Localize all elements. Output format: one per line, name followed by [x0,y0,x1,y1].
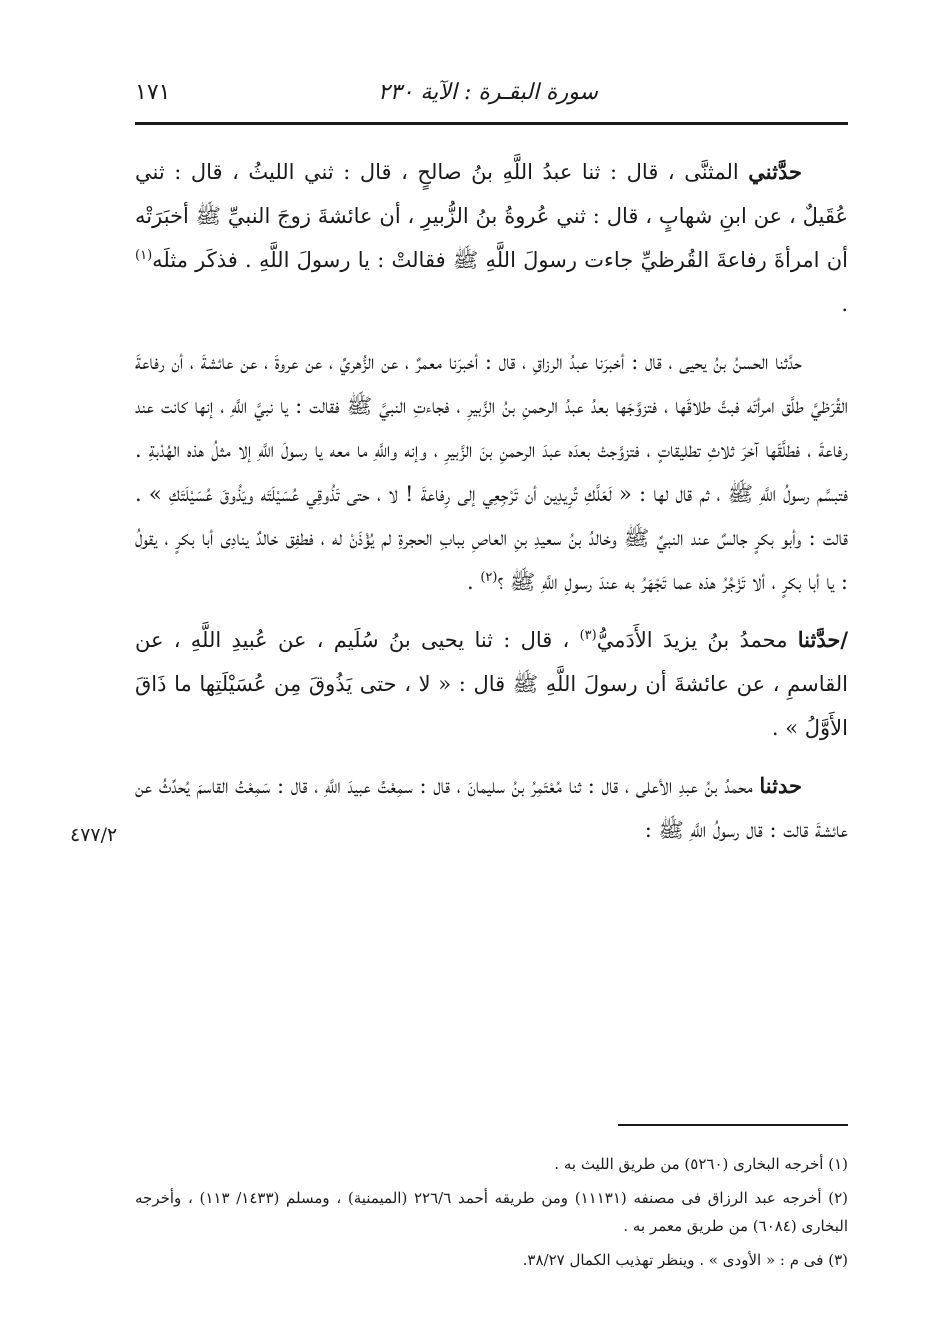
footnote-ref[interactable]: (١) [135,248,153,263]
footnotes [135,1150,848,1280]
isnad-lead: /حدَّثنا [797,627,848,652]
paragraph-text: محمدُ بنُ يزيدَ الأَدَميُّ [596,628,798,652]
paragraph-text: المثنَّى ، قال : ثنا عبدُ اللَّهِ بنُ صالحٍ ، قال : ثني الليثُ ، قال : ثني عُقَيلٌ ، عن ابنِ شهابٍ ، قال : ثني عُروةُ بنُ الزُّبيرِ ، أن عائشةَ زوجَ النبيِّ ﷺ أخبَرَتْه أن امرأةَ رفاعةَ القُرظيِّ جاءت رسولَ اللَّهِ ﷺ فقالتْ : يا رسولَ اللَّهِ . فذكَر مثلَه [135,160,848,272]
paragraph-text: محمدُ بنُ عبدِ الأعلى ، قال : ثنا مُعْتَمِرُ بنُ سليمانَ ، قال : سمِعْتُ عبيدَ اللَّهِ ، قال : سَمِعْتُ القاسمَ يُحدِّثُ عن عائشةَ قالت : قال رسولُ اللَّهِ ﷺ : [135,774,848,842]
running-header [135,76,848,116]
isnad-lead: حدثنا [759,773,802,798]
hadith-paragraph-4 [135,764,848,852]
footnote-rule [618,1124,848,1126]
manuscript-margin-note: ٤٧٧/٢ [70,824,118,846]
header-rule [135,122,848,125]
paragraph-text: حدَّثنا الحسنُ بنُ يحيى ، قال : أخبرَنا عبدُ الرزاقِ ، قال : أخبرَنا معمرٌ ، عن الزُّهريِّ ، عن عروةَ ، عن عائشةَ ، أن رفاعةَ القُرَظيَّ طلَّق امرأتَه فبتَّ طلاقَها ، فتزوَّجَها بعدُ عبدُ الرحمنِ بنُ الزَّبيرِ ، فجاءتِ النبيَّ ﷺ فقالت : يا نبيَّ اللَّهِ ، إنها كانت عند رفاعةَ ، فطلَّقَها آخرَ ثلاثِ تطليقاتٍ ، فتزوَّجتْ بعدَه عبدَ الرحمنِ بنَ الزَّبيرِ ، وإنه واللَّهِ ما معه يا رسولَ اللَّهِ إلا مثلُ هذه الهُدْبةِ . فتبسَّم رسولُ اللَّهِ ﷺ ، ثم قال لها : « لَعَلَّكِ تُرِيدِين أن تَرْجِعِي إلى رِفاعةَ ! لا ، حتى تَذُوقِي عُسَيْلَتَه ويَذُوقَ عُسَيْلَتَكِ » . قالت : وأبو بكرٍ جالسٌ عند النبيِّ ﷺ وخالدُ بنُ سعيدِ بنِ العاصِ ببابِ الحجرةِ لم يُؤْذَنْ له ، فطفِق خالدٌ ينادِى أبا بكرٍ ، يقولُ : يا أبا بكرٍ ، ألا تَزْجُرُ هذه عما تَجْهَرُ به عندَ رسولِ اللَّهِ ﷺ ؟ [135,350,848,594]
surah-verse-title: سورة البقـرة : الآية ٢٣٠ [377,80,598,105]
hadith-paragraph-1 [135,150,848,326]
footnote-ref[interactable]: (٣) [579,628,597,643]
hadith-paragraph-2 [135,340,848,604]
paragraph-tail: . [841,292,848,316]
footnote-1: (١) أخرجه البخارى (٥٢٦٠) من طريق الليث به . [554,1155,848,1173]
footnote-ref[interactable]: (٢) [480,570,498,585]
paragraph-tail: ، قال : ثنا يحيى بنُ سُلَيم ، عن عُبيدِ اللَّهِ ، عن القاسمِ ، عن عائشةَ أن رسولَ اللَّهِ ﷺ قال : « لا ، حتى يَذُوقَ مِن عُسَيْلَتِها ما ذَاقَ الأَوَّلُ » . [135,628,848,740]
footnote-3: (٣) فى م : « الأودى » . وينظر تهذيب الكمال ٣٨/٢٧. [522,1251,848,1269]
footnote-2: (٢) أخرجه عبد الرزاق فى مصنفه (١١١٣١) ومن طريقه أحمد ٢٢٦/٦ (الميمنية) ، ومسلم (١٤٣٣/ ١١٣) ، وأخرجه البخارى (٦٠٨٤) من طريق معمر به . [135,1189,848,1235]
page-number: ١٧١ [135,80,171,105]
paragraph-tail: . [466,570,481,594]
main-text [135,150,848,866]
isnad-lead: حدَّثني [748,159,802,184]
hadith-paragraph-3 [135,618,848,750]
